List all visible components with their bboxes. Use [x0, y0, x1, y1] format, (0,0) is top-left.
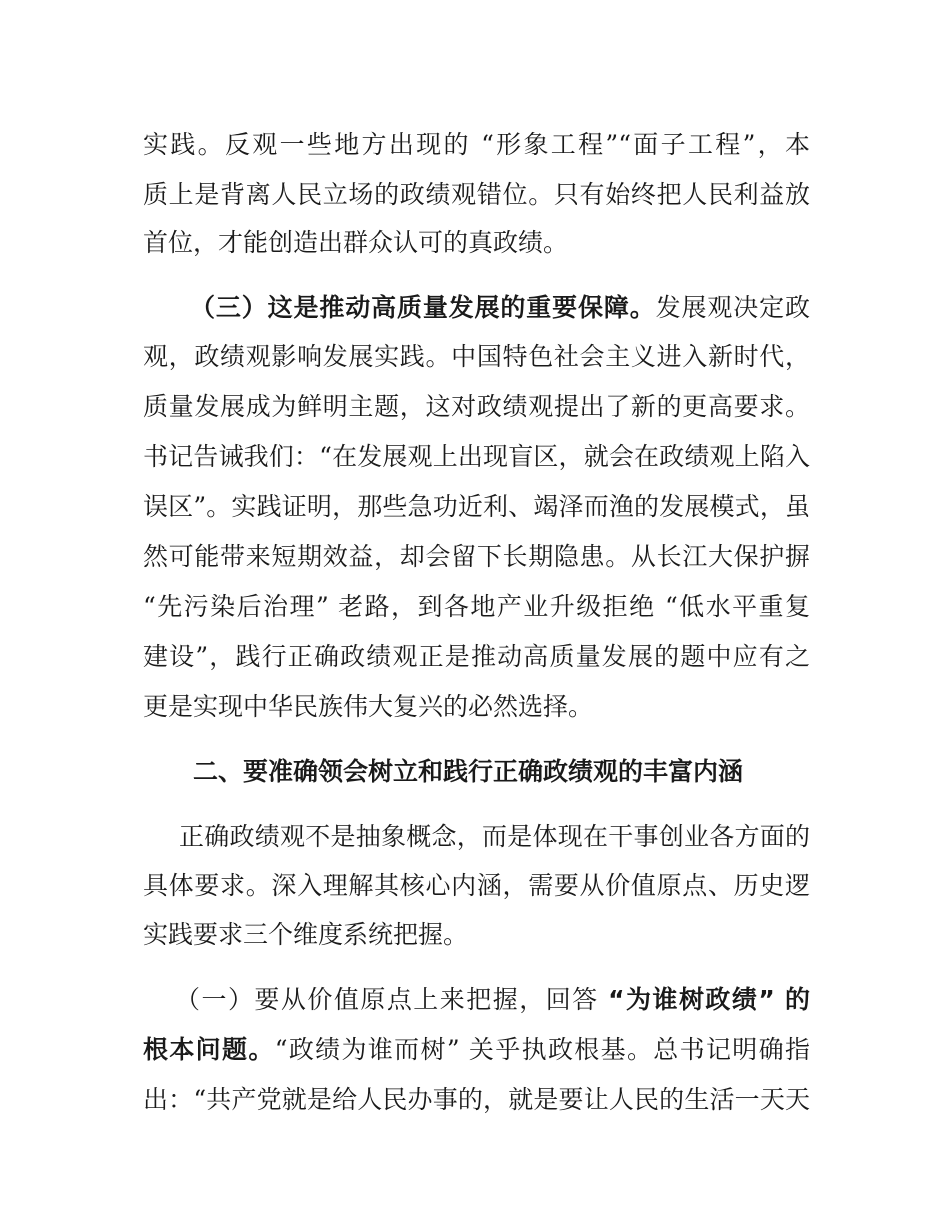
body-text: “政绩为谁而树” 关乎执政根基。总书记明确指: [274, 1035, 810, 1064]
paragraph-line: [143, 128, 810, 162]
paragraph-line: [143, 690, 810, 724]
paragraph-line: [175, 983, 810, 1017]
section-heading: [193, 755, 810, 789]
body-text: 建设”，践行正确政绩观正是推动高质量发展的题中应有之: [143, 642, 810, 671]
body-text: 书记告诫我们：“在发展观上出现盲区，就会在政绩观上陷入: [143, 442, 810, 471]
paragraph-line: [143, 340, 810, 374]
paragraph-line: [143, 1033, 810, 1067]
body-text: 然可能带来短期效益，却会留下长期隐患。从长江大保护摒: [143, 542, 810, 571]
paragraph-line: [143, 590, 810, 624]
body-text: 观，政绩观影响发展实践。中国特色社会主义进入新时代，: [143, 342, 810, 371]
body-text: （一）要从价值原点上来把握，回答: [175, 985, 609, 1014]
body-text: 具体要求。深入理解其核心内涵，需要从价值原点、历史逻: [143, 871, 810, 900]
paragraph-line: [143, 440, 810, 474]
paragraph-line: [143, 540, 810, 574]
bold-text: （三）这是推动高质量发展的重要保障。: [190, 293, 656, 322]
paragraph-line: [143, 490, 810, 524]
paragraph-line: [143, 640, 810, 674]
body-text: 质上是背离人民立场的政绩观错位。只有始终把人民利益放: [143, 180, 810, 209]
paragraph-line: [143, 918, 810, 952]
body-text: 更是实现中华民族伟大复兴的必然选择。: [143, 692, 594, 721]
body-text: 正确政绩观不是抽象概念，而是体现在干事创业各方面的: [179, 822, 810, 851]
paragraph-line: [143, 390, 810, 424]
paragraph-line: [143, 1083, 810, 1117]
body-text: 质量发展成为鲜明主题，这对政绩观提出了新的更高要求。: [143, 392, 810, 421]
body-text: “先污染后治理” 老路，到各地产业升级拒绝 “低水平重复: [143, 592, 810, 621]
body-text: 误区”。实践证明，那些急功近利、竭泽而渔的发展模式，虽: [143, 492, 810, 521]
bold-text: “为谁树政绩” 的: [608, 985, 810, 1014]
body-text: 实践。反观一些地方出现的 “形象工程”“面子工程”，本: [143, 130, 810, 159]
body-text: 发展观决定政: [655, 293, 810, 322]
paragraph-line: [143, 869, 810, 903]
paragraph-line: [179, 820, 810, 854]
body-text: 首位，才能创造出群众认可的真政绩。: [143, 228, 569, 257]
paragraph-line: [190, 291, 810, 325]
paragraph-line: [143, 226, 810, 260]
body-text: 实践要求三个维度系统把握。: [143, 920, 469, 949]
paragraph-line: [143, 178, 810, 212]
bold-text: 二、要准确领会树立和践行正确政绩观的丰富内涵: [193, 757, 744, 786]
body-text: 出：“共产党就是给人民办事的，就是要让人民的生活一天天: [143, 1085, 810, 1114]
bold-text: 根本问题。: [143, 1035, 275, 1064]
